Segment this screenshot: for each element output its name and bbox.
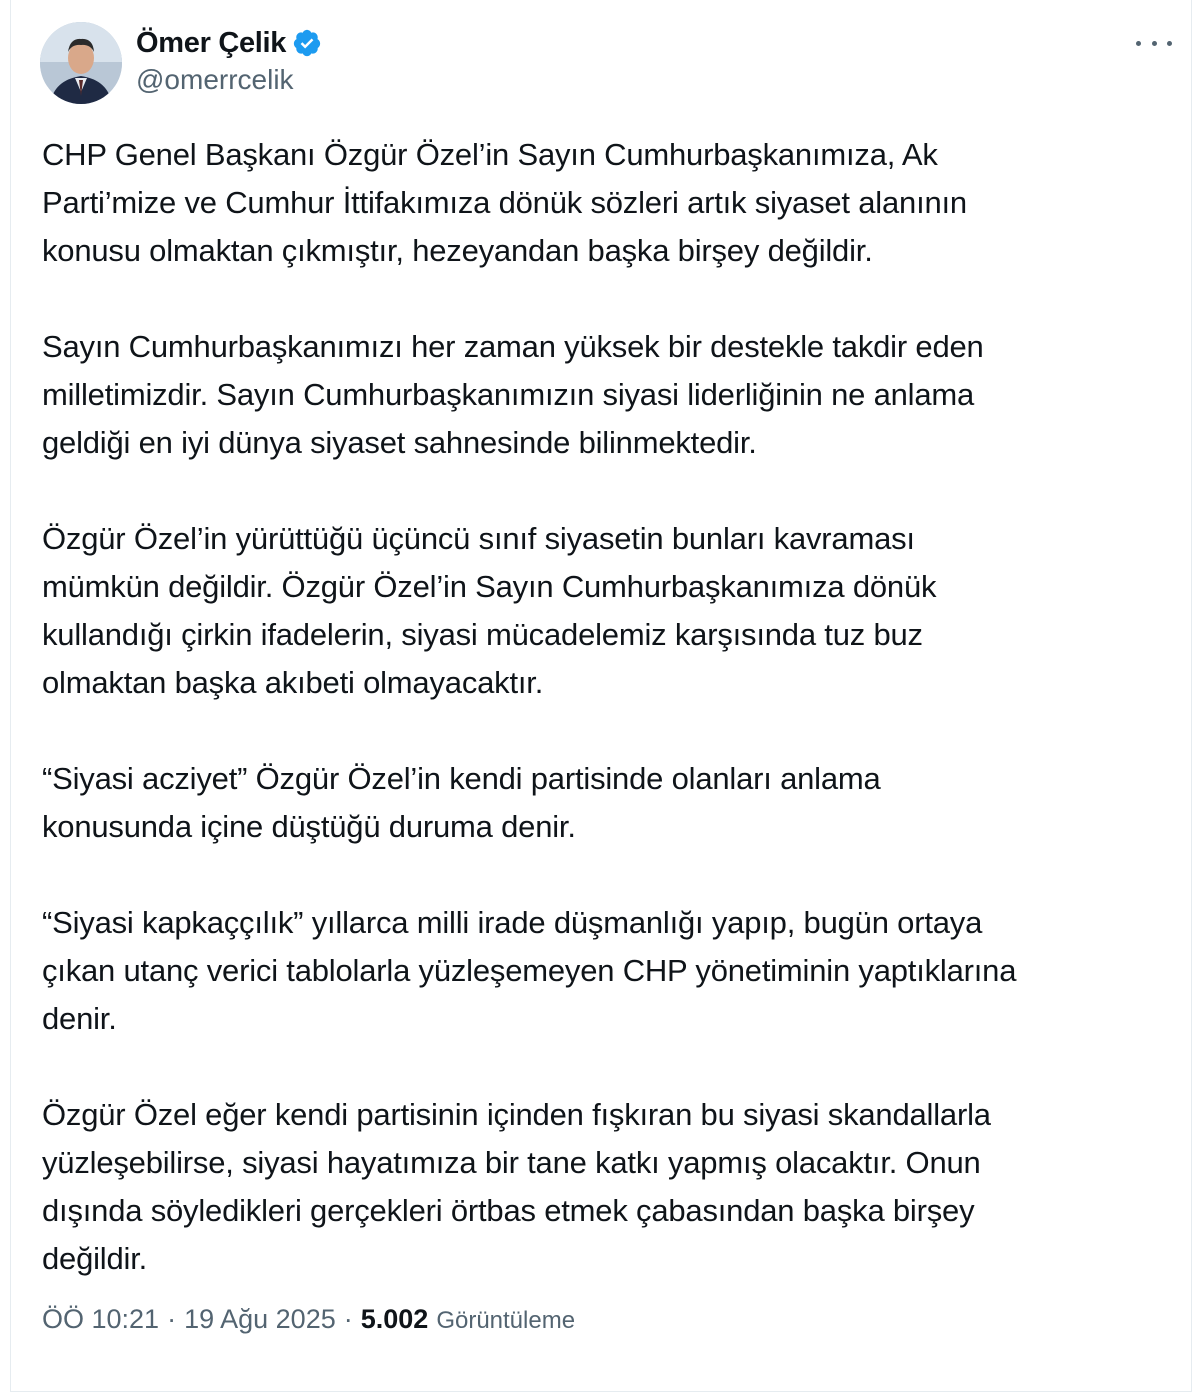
tweet-date[interactable]: 19 Ağu 2025 [184, 1304, 336, 1334]
tweet-meta [42, 1304, 575, 1335]
tweet-time[interactable]: ÖÖ 10:21 [42, 1304, 160, 1334]
tweet-paragraph: Özgür Özel eğer kendi partisinin içinden fışkıran bu siyasi skandallarla yüzleşebilirse, siyasi hayatımıza bir tane katkı yapmış olacaktır. Onun dışında söyledikleri gerçekleri örtbas etmek çabasından başka birşey değildir. [42, 1097, 991, 1276]
tweet-paragraph: CHP Genel Başkanı Özgür Özel’in Sayın Cumhurbaşkanımıza, Ak Parti’mize ve Cumhur İttifakımıza dönük sözleri artık siyaset alanının konusu olmaktan çıkmıştır, hezeyandan başka birşey değildir. [42, 137, 967, 268]
views-count[interactable]: 5.002 [360, 1304, 429, 1334]
tweet-text [42, 131, 1172, 1283]
dot [1152, 41, 1157, 46]
views-label: Görüntüleme [436, 1307, 576, 1334]
avatar[interactable] [40, 22, 122, 104]
author-handle[interactable]: @omerrcelik [136, 64, 294, 95]
dot [1136, 41, 1141, 46]
author-display-name[interactable]: Ömer Çelik [136, 26, 287, 59]
separator: · [167, 1304, 177, 1334]
profile-photo-icon [40, 22, 122, 104]
tweet-paragraph: “Siyasi kapkaççılık” yıllarca milli irade düşmanlığı yapıp, bugün ortaya çıkan utanç verici tablolarla yüzleşemeyen CHP yönetiminin yaptıklarına denir. [42, 905, 1017, 1036]
author-name-row[interactable] [136, 24, 322, 62]
tweet-paragraph: Özgür Özel’in yürüttüğü üçüncü sınıf siyasetin bunları kavraması mümkün değildir. Özgür Özel’in Sayın Cumhurbaşkanımıza dönük kullandığı çirkin ifadelerin, siyasi mücadelemiz karşısında tuz buz olmaktan başka akıbeti olmayacaktır. [42, 521, 937, 700]
tweet-paragraph: Sayın Cumhurbaşkanımızı her zaman yüksek bir destekle takdir eden milletimizdir. Sayın Cumhurbaşkanımızın siyasi liderliğinin ne anlama geldiği en iyi dünya siyaset sahnesinde bilinmektedir. [42, 329, 984, 460]
dot [1167, 41, 1172, 46]
verified-badge-icon [292, 28, 322, 58]
tweet-paragraph: “Siyasi acziyet” Özgür Özel’in kendi partisinde olanları anlama konusunda içine düştüğü duruma denir. [42, 761, 881, 844]
more-options-icon[interactable] [1136, 36, 1172, 50]
separator: · [343, 1304, 353, 1334]
